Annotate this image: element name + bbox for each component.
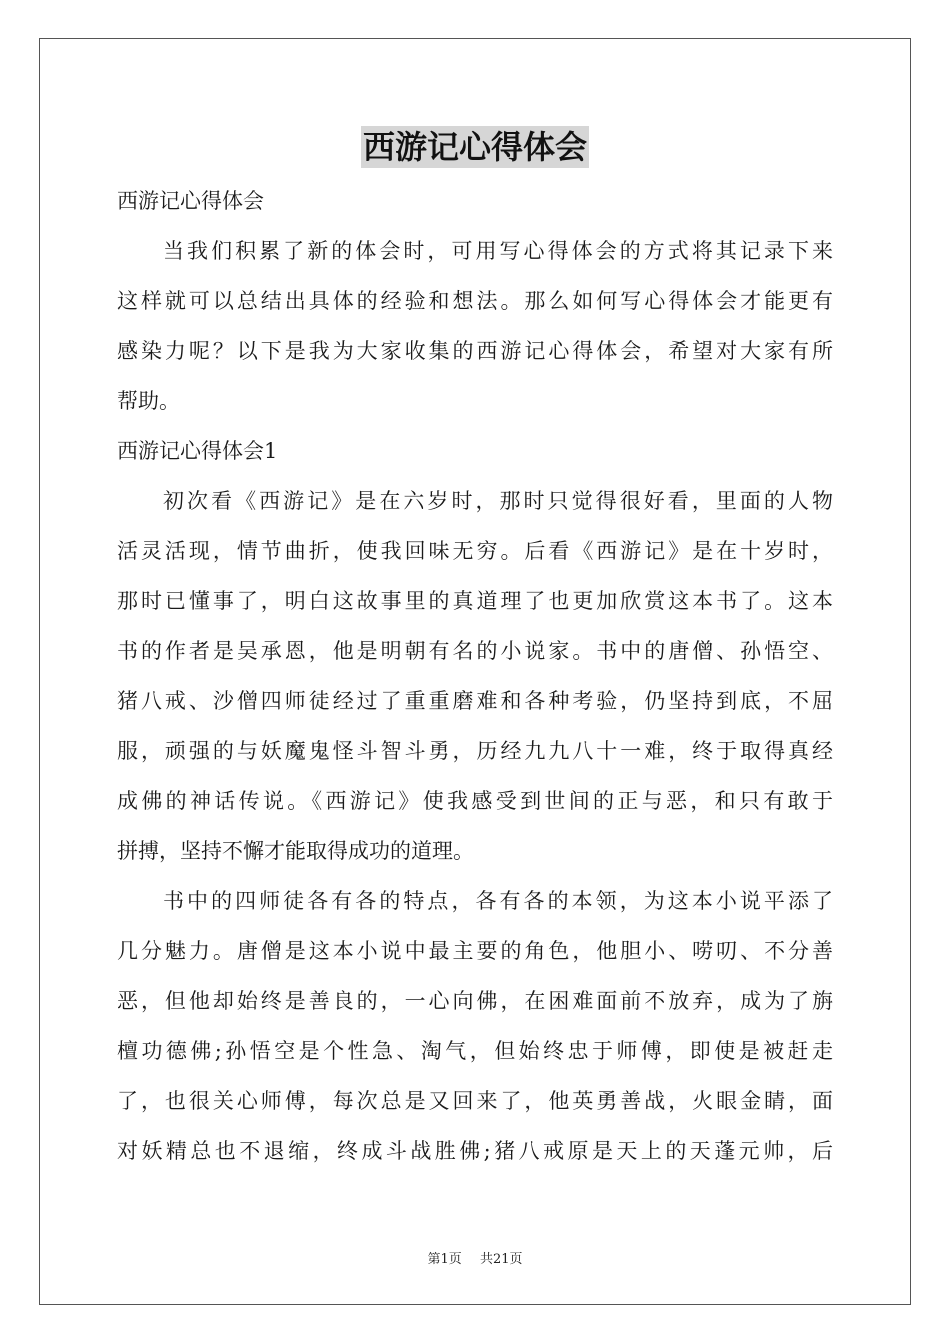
text-line: 活灵活现，情节曲折，使我回味无穷。后看《西游记》是在十岁时， xyxy=(117,539,833,563)
text-line: 西游记心得体会 xyxy=(117,189,264,213)
text-line: 拼搏，坚持不懈才能取得成功的道理。 xyxy=(117,839,474,863)
page-footer xyxy=(0,1248,950,1267)
text-line: 书的作者是吴承恩，他是明朝有名的小说家。书中的唐僧、孙悟空、 xyxy=(117,639,833,663)
document-title: 西游记心得体会 xyxy=(362,128,587,166)
text-line: 那时已懂事了，明白这故事里的真道理了也更加欣赏这本书了。这本 xyxy=(117,589,833,613)
text-line: 这样就可以总结出具体的经验和想法。那么如何写心得体会才能更有 xyxy=(117,289,833,313)
text-line: 几分魅力。唐僧是这本小说中最主要的角色，他胆小、唠叨、不分善 xyxy=(117,939,833,963)
text-line: 初次看《西游记》是在六岁时，那时只觉得很好看，里面的人物 xyxy=(163,489,833,513)
text-line: 猪八戒、沙僧四师徒经过了重重磨难和各种考验，仍坚持到底，不屈 xyxy=(117,689,833,713)
text-line: 帮助。 xyxy=(117,389,180,413)
text-line: 恶，但他却始终是善良的，一心向佛，在困难面前不放弃，成为了旃 xyxy=(117,989,833,1013)
text-line: 了，也很关心师傅，每次总是又回来了，他英勇善战，火眼金睛，面 xyxy=(117,1089,833,1113)
text-line: 感染力呢？以下是我为大家收集的西游记心得体会，希望对大家有所 xyxy=(117,339,833,363)
page-number: 第1页 xyxy=(427,1252,462,1267)
page-total: 共21页 xyxy=(479,1252,523,1267)
document-body xyxy=(117,176,833,1176)
text-line: 成佛的神话传说。《西游记》使我感受到世间的正与恶，和只有敢于 xyxy=(117,789,833,813)
text-line: 书中的四师徒各有各的特点，各有各的本领，为这本小说平添了 xyxy=(163,889,833,913)
text-line: 西游记心得体会1 xyxy=(117,439,278,463)
text-line: 当我们积累了新的体会时，可用写心得体会的方式将其记录下来 xyxy=(163,239,833,263)
title-container xyxy=(0,126,950,168)
text-line: 服，顽强的与妖魔鬼怪斗智斗勇，历经九九八十一难，终于取得真经 xyxy=(117,739,833,763)
text-line: 对妖精总也不退缩，终成斗战胜佛;猪八戒原是天上的天蓬元帅，后 xyxy=(117,1139,833,1163)
text-line: 檀功德佛;孙悟空是个性急、淘气，但始终忠于师傅，即使是被赶走 xyxy=(117,1039,833,1063)
